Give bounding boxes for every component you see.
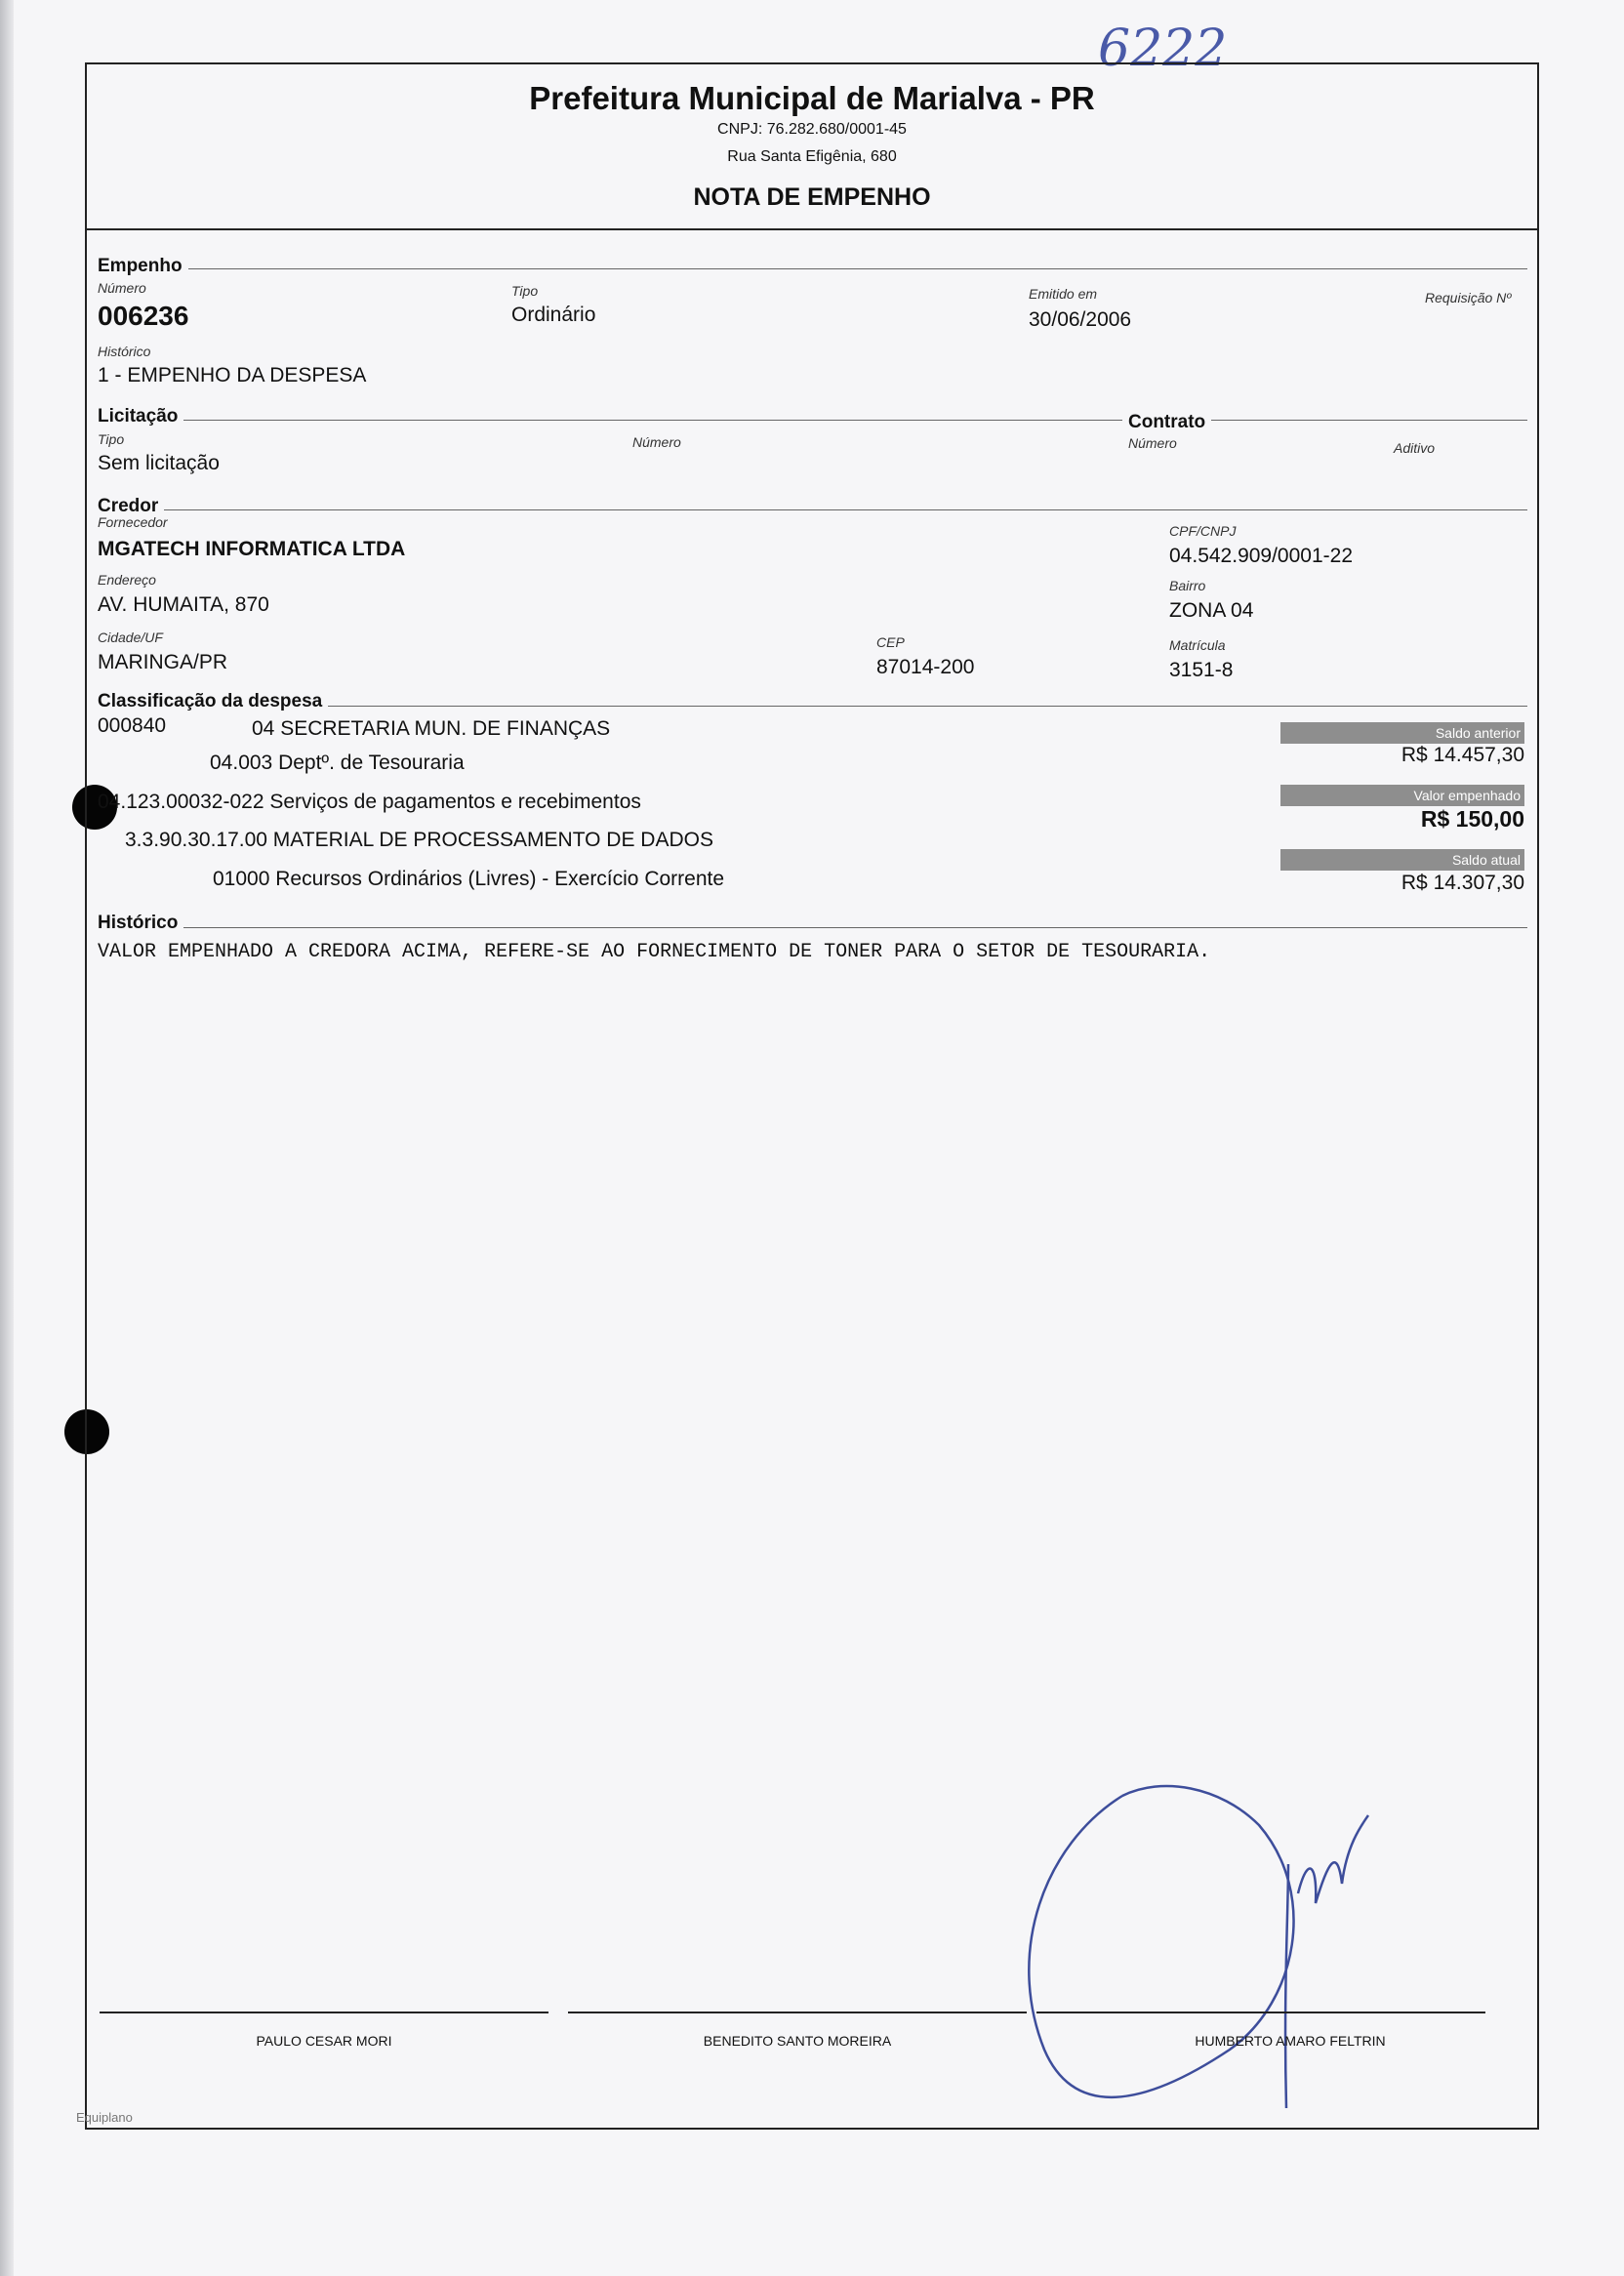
historico-label: Histórico — [98, 344, 151, 359]
classificacao-line1: 04 SECRETARIA MUN. DE FINANÇAS — [252, 717, 611, 740]
licitacao-tipo-label: Tipo — [98, 431, 125, 447]
classificacao-line2: 04.003 Deptº. de Tesouraria — [210, 752, 465, 774]
tipo-label: Tipo — [511, 283, 539, 299]
section-historico: Histórico — [98, 913, 183, 934]
section-rule — [98, 509, 1527, 510]
classificacao-line3: 04.123.00032-022 Serviços de pagamentos e recebimentos — [98, 791, 641, 813]
credor-cpf: 04.542.909/0001-22 — [1169, 545, 1354, 567]
signature-scribble — [1005, 1776, 1415, 2137]
contrato-numero-label: Número — [1128, 435, 1177, 451]
empenho-tipo: Ordinário — [511, 304, 596, 326]
empenho-emitido: 30/06/2006 — [1029, 308, 1132, 331]
empenho-numero: 006236 — [98, 301, 189, 331]
cnpj: CNPJ: 76.282.680/0001-45 — [717, 121, 907, 138]
valor-empenhado: R$ 150,00 — [1420, 806, 1524, 832]
bairro-label: Bairro — [1169, 578, 1206, 593]
document-title: NOTA DE EMPENHO — [693, 183, 931, 211]
licitacao-numero-label: Número — [632, 434, 681, 450]
section-credor: Credor — [98, 496, 164, 517]
signature-line — [568, 2012, 1027, 2013]
footer-software: Equiplano — [76, 2110, 133, 2125]
numero-label: Número — [98, 280, 146, 296]
signature-name: BENEDITO SANTO MOREIRA — [703, 2033, 892, 2049]
classificacao-line4: 3.3.90.30.17.00 MATERIAL DE PROCESSAMENTO DE DADOS — [125, 829, 713, 851]
section-licitacao: Licitação — [98, 406, 183, 427]
signature-line — [100, 2012, 548, 2013]
credor-matricula: 3151-8 — [1169, 659, 1234, 681]
saldo-anterior: R$ 14.457,30 — [1401, 744, 1524, 766]
historico-text: VALOR EMPENHADO A CREDORA ACIMA, REFERE-SE AO FORNECIMENTO DE TONER PARA O SETOR DE TESOURARIA. — [98, 941, 1211, 963]
endereco-label: Endereço — [98, 572, 156, 588]
section-classificacao: Classificação da despesa — [98, 691, 328, 712]
saldo-atual: R$ 14.307,30 — [1401, 872, 1524, 894]
cep-label: CEP — [876, 634, 905, 650]
credor-endereco: AV. HUMAITA, 870 — [98, 593, 269, 616]
header-separator — [85, 228, 1539, 230]
classificacao-code: 000840 — [98, 714, 167, 737]
address: Rua Santa Efigênia, 680 — [727, 148, 897, 165]
signature-line — [1036, 2012, 1485, 2013]
handwritten-number: 6222 — [1098, 20, 1228, 78]
signature-name: PAULO CESAR MORI — [256, 2033, 392, 2049]
cidade-label: Cidade/UF — [98, 630, 163, 645]
credor-bairro: ZONA 04 — [1169, 599, 1254, 622]
paper-edge — [0, 0, 14, 2276]
fornecedor-label: Fornecedor — [98, 514, 168, 530]
contrato-aditivo-label: Aditivo — [1394, 440, 1436, 456]
section-rule — [98, 268, 1527, 269]
classificacao-line5: 01000 Recursos Ordinários (Livres) - Exercício Corrente — [213, 868, 725, 890]
saldo-anterior-label: Saldo anterior — [1280, 722, 1524, 744]
emitido-label: Emitido em — [1029, 286, 1098, 302]
saldo-atual-label: Saldo atual — [1280, 849, 1524, 871]
municipality-title: Prefeitura Municipal de Marialva - PR — [529, 80, 1095, 116]
credor-cep: 87014-200 — [876, 656, 975, 678]
credor-fornecedor: MGATECH INFORMATICA LTDA — [98, 538, 406, 560]
signature-name: HUMBERTO AMARO FELTRIN — [1195, 2033, 1386, 2049]
licitacao-tipo: Sem licitação — [98, 452, 220, 474]
empenho-historico: 1 - EMPENHO DA DESPESA — [98, 364, 367, 386]
section-contrato: Contrato — [1122, 412, 1211, 433]
cpf-label: CPF/CNPJ — [1169, 523, 1237, 539]
matricula-label: Matrícula — [1169, 637, 1226, 653]
section-rule — [98, 420, 1527, 421]
section-empenho: Empenho — [98, 256, 188, 277]
requisicao-label: Requisição Nº — [1425, 290, 1512, 305]
credor-cidade: MARINGA/PR — [98, 651, 228, 673]
valor-empenhado-label: Valor empenhado — [1280, 785, 1524, 806]
section-rule — [98, 927, 1527, 928]
